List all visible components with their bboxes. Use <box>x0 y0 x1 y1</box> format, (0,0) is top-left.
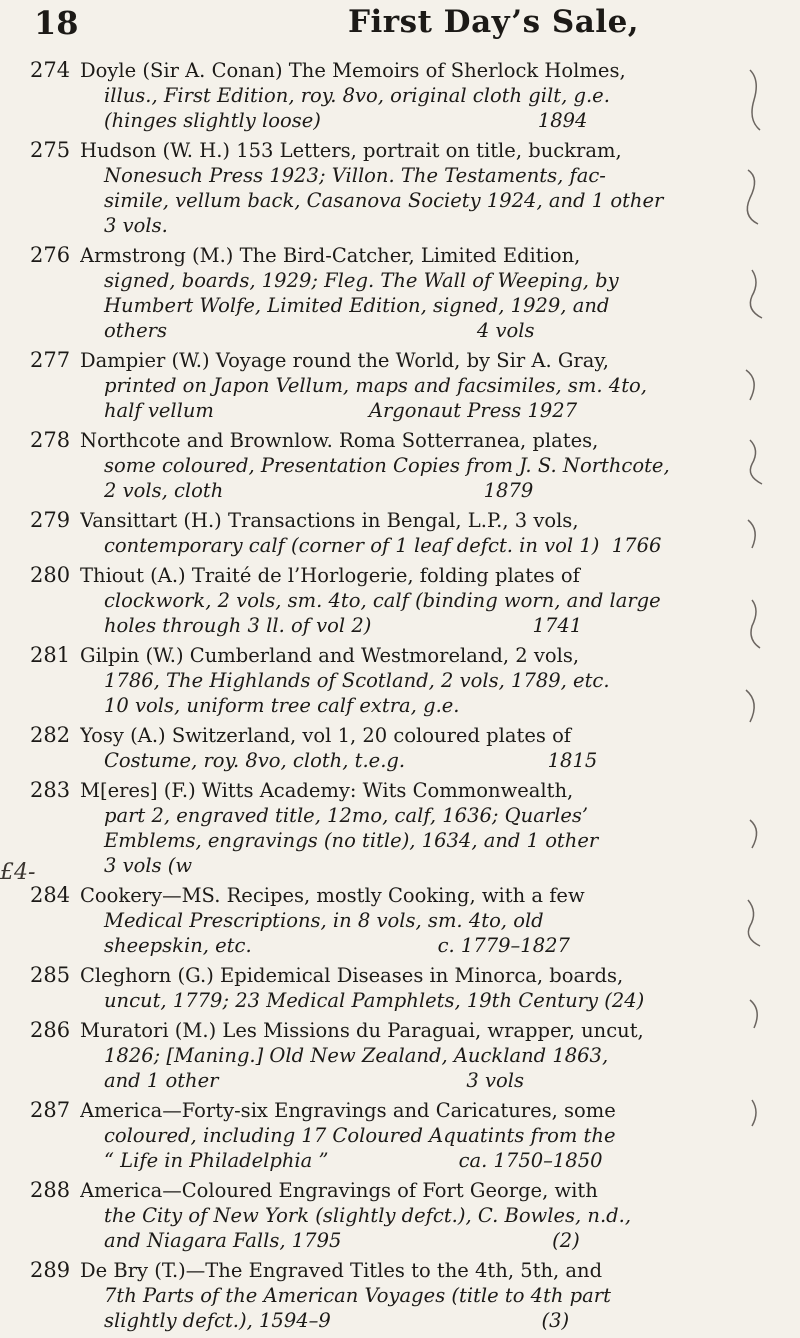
lot-title-line: Muratori (M.) Les Missions du Paraguai, wrapper, uncut, <box>80 1019 644 1042</box>
lot-number: 280 <box>30 563 71 587</box>
lot-description-line: uncut, 1779; 23 Medical Pamphlets, 19th Century (24) <box>104 989 645 1012</box>
lot-entry <box>30 243 770 343</box>
lot-description-line: part 2, engraved title, 12mo, calf, 1636; Quarles’ <box>104 804 589 827</box>
lot-description-line: contemporary calf (corner of 1 leaf defct. in vol 1) 1766 <box>104 534 662 557</box>
lot-entry <box>30 428 770 503</box>
lot-title-line: Armstrong (M.) The Bird-Catcher, Limited Edition, <box>80 244 581 267</box>
lot-entry <box>30 963 770 1013</box>
lot-entry <box>30 138 770 238</box>
lot-title-line: Cookery—MS. Recipes, mostly Cooking, with a few <box>80 884 585 907</box>
lot-description-line: 1786, The Highlands of Scotland, 2 vols, 1789, etc. <box>104 669 610 692</box>
lot-number: 287 <box>30 1098 71 1122</box>
lot-entry <box>30 348 770 423</box>
lot-description-line: some coloured, Presentation Copies from J. S. Northcote, <box>104 454 670 477</box>
lot-description-line: Emblems, engravings (no title), 1634, and 1 other <box>104 829 599 852</box>
lot-description-line: Humbert Wolfe, Limited Edition, signed, 1929, and <box>104 294 610 317</box>
lot-description-line: Costume, roy. 8vo, cloth, t.e.g. 1815 <box>104 749 598 772</box>
lot-entry <box>30 643 770 718</box>
lot-number: 283 <box>30 778 71 802</box>
lot-description-line: others 4 vols <box>104 319 535 342</box>
lot-title-line: Cleghorn (G.) Epidemical Diseases in Minorca, boards, <box>80 964 624 987</box>
lot-entry <box>30 723 770 773</box>
handwritten-margin-note: £4- <box>0 860 36 885</box>
running-title: First Day’s Sale, <box>348 4 640 40</box>
lot-entry <box>30 508 770 558</box>
lot-description-line: illus., First Edition, roy. 8vo, original cloth gilt, g.e. <box>104 84 610 107</box>
lot-description-line: printed on Japon Vellum, maps and facsimiles, sm. 4to, <box>104 374 647 397</box>
lot-description-line: Medical Prescriptions, in 8 vols, sm. 4to, old <box>104 909 544 932</box>
lot-entry <box>30 1258 770 1333</box>
lot-entry <box>30 1018 770 1093</box>
lot-number: 285 <box>30 963 71 987</box>
lot-description-line: sheepskin, etc. c. 1779–1827 <box>104 934 570 957</box>
lot-description-line: “ Life in Philadelphia ” ca. 1750–1850 <box>104 1149 603 1172</box>
lot-number: 281 <box>30 643 71 667</box>
lot-description-line: (hinges slightly loose) 1894 <box>104 109 588 132</box>
lot-description-line: 2 vols, cloth 1879 <box>104 479 534 502</box>
lot-entry <box>30 58 770 133</box>
lot-number: 278 <box>30 428 71 452</box>
lot-description-line: coloured, including 17 Coloured Aquatints from the <box>104 1124 616 1147</box>
lot-number: 286 <box>30 1018 71 1042</box>
lot-number: 279 <box>30 508 71 532</box>
lot-title-line: Vansittart (H.) Transactions in Bengal, L.P., 3 vols, <box>80 509 579 532</box>
lot-description-line: 3 vols. <box>104 214 168 237</box>
lot-number: 277 <box>30 348 71 372</box>
lot-entry <box>30 883 770 958</box>
lot-title-line: M[eres] (F.) Witts Academy: Wits Commonwealth, <box>80 779 574 802</box>
page-number: 18 <box>34 4 79 42</box>
lot-title-line: De Bry (T.)—The Engraved Titles to the 4th, 5th, and <box>80 1259 603 1282</box>
lot-description-line: signed, boards, 1929; Fleg. The Wall of Weeping, by <box>104 269 619 292</box>
lot-title-line: Northcote and Brownlow. Roma Sotterranea, plates, <box>80 429 599 452</box>
lot-list <box>30 58 770 1338</box>
lot-title-line: America—Forty-six Engravings and Caricatures, some <box>80 1099 616 1122</box>
lot-description-line: and Niagara Falls, 1795 (2) <box>104 1229 580 1252</box>
lot-description-line: and 1 other 3 vols <box>104 1069 525 1092</box>
handwritten-margin-marks <box>740 40 800 1220</box>
lot-description-line: 3 vols (w <box>104 854 193 877</box>
lot-title-line: Doyle (Sir A. Conan) The Memoirs of Sherlock Holmes, <box>80 59 626 82</box>
lot-entry <box>30 1098 770 1173</box>
lot-description-line: 10 vols, uniform tree calf extra, g.e. <box>104 694 460 717</box>
lot-number: 284 <box>30 883 71 907</box>
lot-description-line: the City of New York (slightly defct.), C. Bowles, n.d., <box>104 1204 632 1227</box>
lot-number: 276 <box>30 243 71 267</box>
page-header <box>30 4 790 44</box>
lot-description-line: holes through 3 ll. of vol 2) 1741 <box>104 614 583 637</box>
lot-entry <box>30 778 770 878</box>
lot-description-line: half vellum Argonaut Press 1927 <box>104 399 578 422</box>
lot-number: 282 <box>30 723 71 747</box>
lot-title-line: America—Coloured Engravings of Fort George, with <box>80 1179 598 1202</box>
lot-title-line: Gilpin (W.) Cumberland and Westmoreland, 2 vols, <box>80 644 580 667</box>
lot-title-line: Yosy (A.) Switzerland, vol 1, 20 coloured plates of <box>80 724 572 747</box>
lot-entry <box>30 563 770 638</box>
lot-entry <box>30 1178 770 1253</box>
lot-number: 289 <box>30 1258 71 1282</box>
lot-title-line: Hudson (W. H.) 153 Letters, portrait on title, buckram, <box>80 139 622 162</box>
lot-description-line: Nonesuch Press 1923; Villon. The Testaments, fac- <box>104 164 606 187</box>
lot-description-line: simile, vellum back, Casanova Society 1924, and 1 other <box>104 189 664 212</box>
lot-number: 288 <box>30 1178 71 1202</box>
lot-description-line: clockwork, 2 vols, sm. 4to, calf (binding worn, and large <box>104 589 661 612</box>
lot-description-line: slightly defct.), 1594–9 (3) <box>104 1309 570 1332</box>
lot-description-line: 7th Parts of the American Voyages (title to 4th part <box>104 1284 611 1307</box>
lot-title-line: Dampier (W.) Voyage round the World, by Sir A. Gray, <box>80 349 610 372</box>
lot-title-line: Thiout (A.) Traité de l’Horlogerie, folding plates of <box>80 564 580 587</box>
lot-number: 275 <box>30 138 71 162</box>
lot-number: 274 <box>30 58 71 82</box>
lot-description-line: 1826; [Maning.] Old New Zealand, Auckland 1863, <box>104 1044 609 1067</box>
